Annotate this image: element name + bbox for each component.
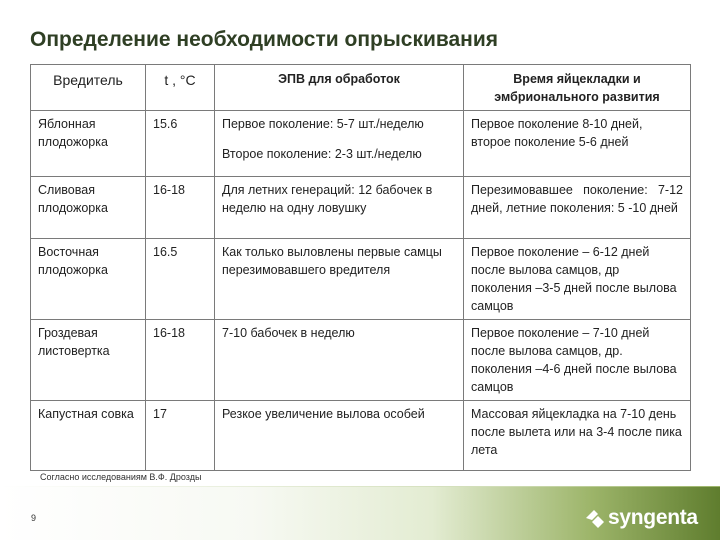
column-header-time: Время яйцекладки и эмбрионального развития <box>464 65 691 111</box>
column-header-pest: Вредитель <box>31 65 146 111</box>
cell-time: Массовая яйцекладка на 7-10 день после вылета или на 3-4 после пика лета <box>464 401 691 471</box>
table-row <box>31 177 691 239</box>
cell-temp: 16-18 <box>146 320 215 401</box>
cell-time: Первое поколение 8-10 дней, второе поколение 5-6 дней <box>464 111 691 177</box>
cell-epv: Для летних генераций: 12 бабочек в неделю на одну ловушку <box>215 177 464 239</box>
cell-epv: 7-10 бабочек в неделю <box>215 320 464 401</box>
logo-leaf-icon <box>584 508 606 528</box>
cell-time: Первое поколение – 7-10 дней после вылова самцов, др. поколения –4-6 дней после вылова самцов <box>464 320 691 401</box>
cell-pest: Гроздевая листовертка <box>31 320 146 401</box>
cell-epv <box>215 111 464 177</box>
cell-pest: Капустная совка <box>31 401 146 471</box>
cell-time: Перезимовавшее поколение: 7-12 дней, летние поколения: 5 -10 дней <box>464 177 691 239</box>
cell-temp: 17 <box>146 401 215 471</box>
cell-pest: Яблонная плодожорка <box>31 111 146 177</box>
cell-pest: Восточная плодожорка <box>31 239 146 320</box>
table-row <box>31 111 691 177</box>
page-title: Определение необходимости опрыскивания <box>30 28 499 51</box>
data-table <box>30 64 691 471</box>
source-footnote: Согласно исследованиям В.Ф. Дрозды <box>40 472 202 482</box>
table-header-row <box>31 65 691 111</box>
cell-temp: 16.5 <box>146 239 215 320</box>
table-row <box>31 239 691 320</box>
footer-divider <box>0 486 720 487</box>
column-header-temperature: t , °C <box>146 65 215 111</box>
cell-epv: Резкое увеличение вылова особей <box>215 401 464 471</box>
table-row <box>31 401 691 471</box>
cell-temp: 15.6 <box>146 111 215 177</box>
column-header-epv: ЭПВ для обработок <box>215 65 464 111</box>
cell-pest: Сливовая плодожорка <box>31 177 146 239</box>
cell-epv-second: Второе поколение: 2-3 шт./неделю <box>222 147 422 161</box>
spray-table <box>30 64 690 468</box>
syngenta-logo <box>578 504 698 532</box>
cell-epv-first: Первое поколение: 5-7 шт./неделю <box>222 117 424 131</box>
cell-time: Первое поколение – 6-12 дней после вылова самцов, др поколения –3-5 дней после вылова самцов <box>464 239 691 320</box>
cell-temp: 16-18 <box>146 177 215 239</box>
table-row <box>31 320 691 401</box>
page-number: 9 <box>31 513 37 523</box>
cell-epv: Как только выловлены первые самцы перезимовавшего вредителя <box>215 239 464 320</box>
logo-text: syngenta <box>608 506 698 529</box>
